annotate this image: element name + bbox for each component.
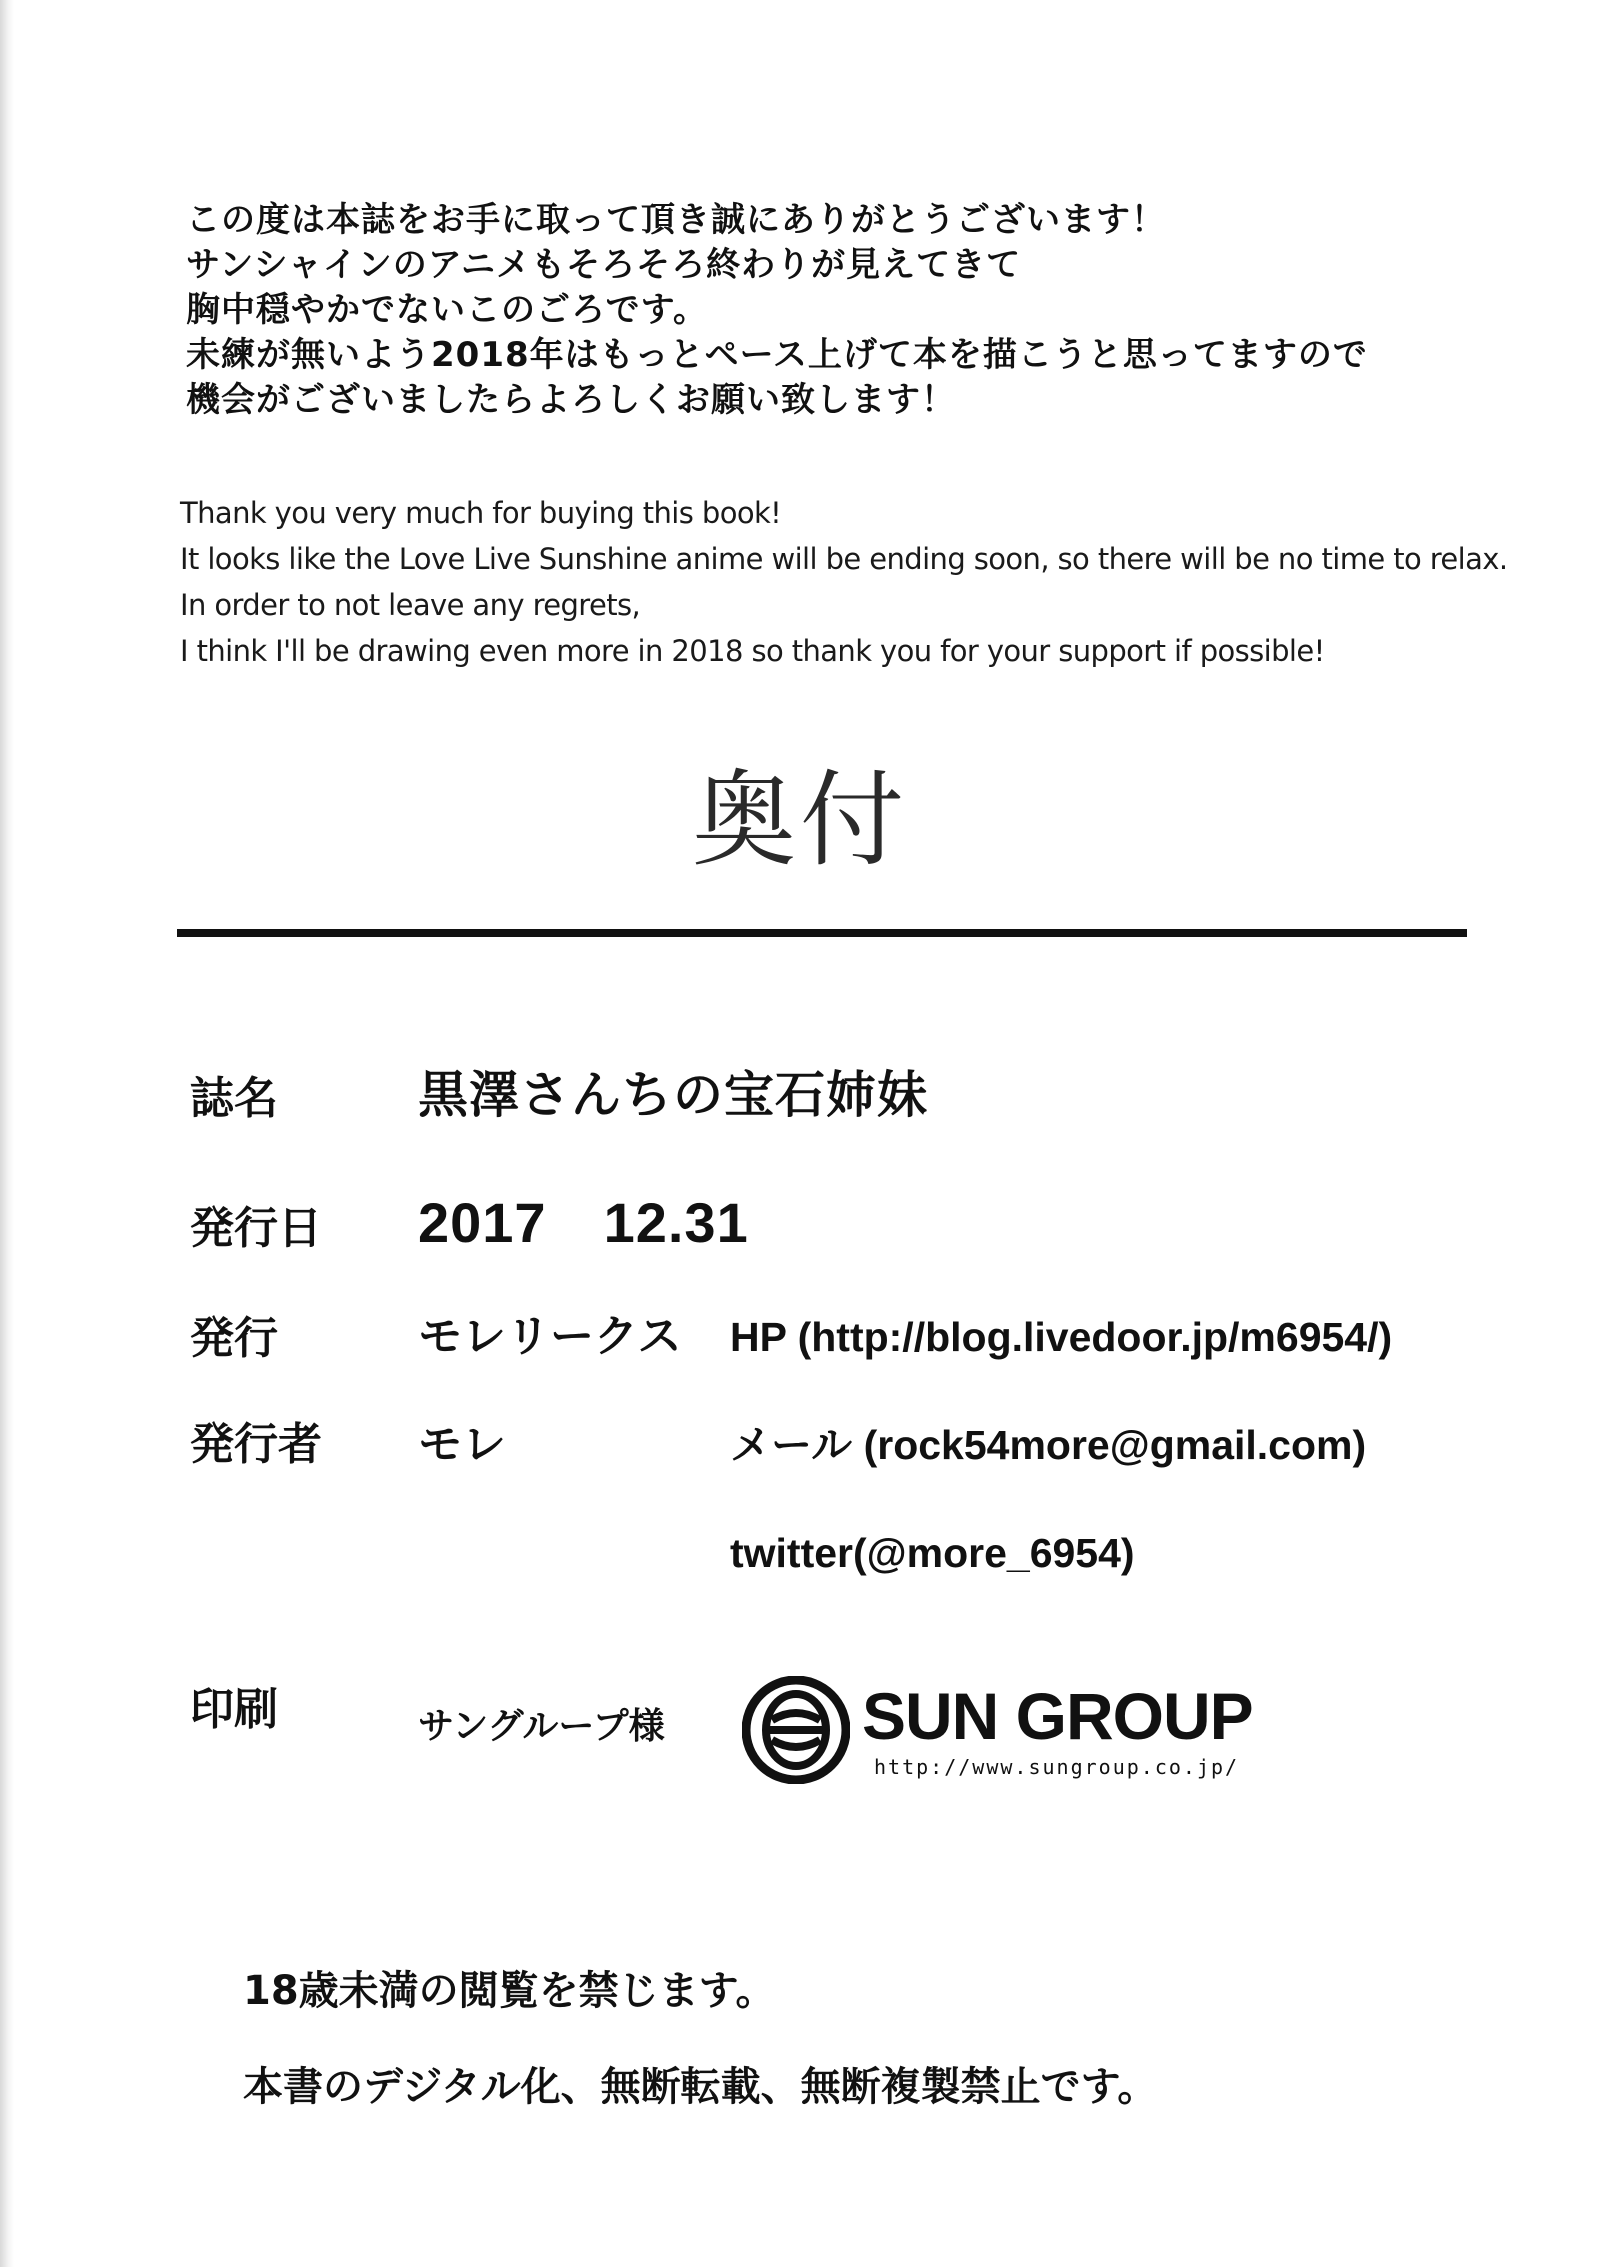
heading-divider — [177, 929, 1467, 937]
mail-label: メール — [730, 1421, 853, 1469]
sun-group-wordmark: SUN GROUP — [862, 1679, 1253, 1753]
afterword-en-line: It looks like the Love Live Sunshine anime will be ending soon, so there will be no time to relax. — [180, 542, 1508, 576]
copyright-notice: 本書のデジタル化、無断転載、無断複製禁止です。 — [243, 2064, 1158, 2110]
mail-address-link[interactable]: (rock54more@gmail.com) — [863, 1422, 1367, 1468]
sun-group-url[interactable]: http://www.sungroup.co.jp/ — [874, 1755, 1240, 1779]
sun-group-emblem-icon — [742, 1676, 850, 1784]
publisher-homepage-link[interactable]: HP (http://blog.livedoor.jp/m6954/) — [730, 1314, 1393, 1360]
afterword-en-line: In order to not leave any regrets, — [180, 588, 641, 622]
page-binding-edge — [0, 0, 14, 2267]
afterword-jp-line: 胸中穏やかでないこのごろです。 — [186, 290, 708, 330]
afterword-en-line: I think I'll be drawing even more in 2018 so thank you for your support if possible! — [180, 634, 1325, 668]
afterword-jp-line: 機会がございましたらよろしくお願い致します！ — [186, 380, 956, 420]
publisher-label: 発行 — [190, 1313, 278, 1364]
author-value: モレ — [418, 1419, 506, 1470]
age-restriction-notice: 18歳未満の閲覧を禁じます。 — [243, 1968, 776, 2014]
colophon-heading: 奥付 — [691, 759, 908, 881]
afterword-english — [180, 490, 1520, 674]
afterword-en-line: Thank you very much for buying this book! — [180, 496, 782, 530]
printer-value: サングループ様 — [418, 1706, 665, 1747]
publish-date-value: 2017 12.31 — [418, 1191, 749, 1254]
publish-date-label: 発行日 — [190, 1203, 322, 1254]
contact-mail — [730, 1418, 1366, 1472]
printer-label: 印刷 — [190, 1684, 278, 1735]
afterword-jp-line: サンシャインのアニメもそろそろ終わりが見えてきて — [186, 245, 1022, 285]
afterword-jp-line: 未練が無いよう2018年はもっとペース上げて本を描こうと思ってますので — [186, 335, 1368, 375]
afterword-japanese — [186, 198, 1486, 423]
afterword-jp-line: この度は本誌をお手に取って頂き誠にありがとうございます！ — [186, 200, 1166, 240]
publisher-value: モレリークス — [418, 1311, 682, 1362]
book-title-label: 誌名 — [190, 1073, 278, 1124]
sun-group-logo — [742, 1676, 1302, 1786]
book-title-value: 黒澤さんちの宝石姉妹 — [418, 1066, 928, 1124]
author-label: 発行者 — [190, 1419, 322, 1470]
twitter-handle-link[interactable]: twitter(@more_6954) — [730, 1530, 1135, 1576]
